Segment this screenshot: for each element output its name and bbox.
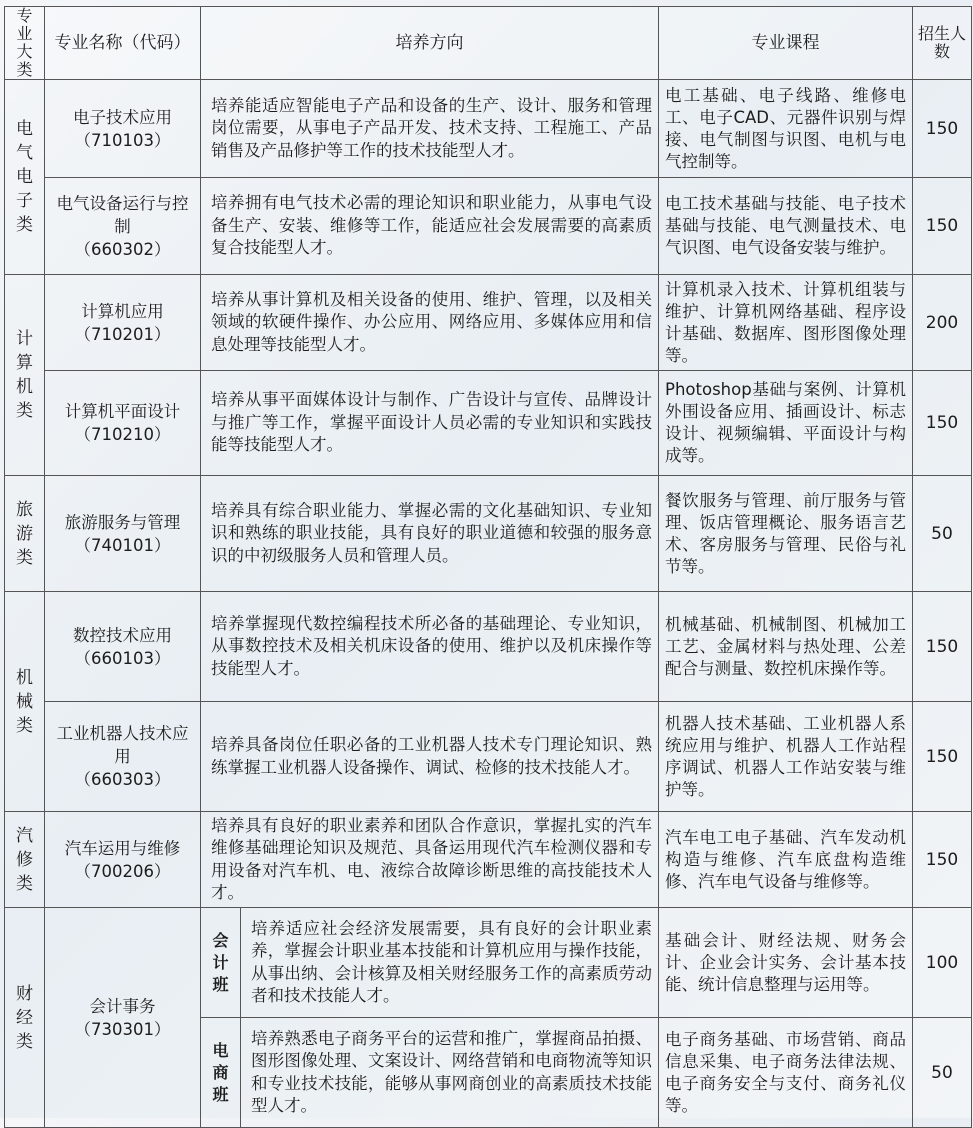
table-row [5, 812, 972, 908]
training-direction: 培养具备岗位任职必备的工业机器人技术专门理论知识、熟练掌握工业机器人设备操作、调试、检修的技术技能人才。 [201, 702, 659, 812]
major-courses: 餐饮服务与管理、前厅服务与管理、饭店管理概论、服务语言艺术、客房服务与管理、民俗与礼节等。 [659, 476, 913, 592]
enrollment-count: 50 [913, 1018, 972, 1128]
enrollment-table [4, 6, 972, 1128]
category-finance: 财经类 [5, 908, 45, 1128]
table-row [5, 371, 972, 476]
subclass-label: 会计班 [201, 908, 241, 1018]
major-code: （710210） [74, 425, 171, 444]
enrollment-count: 200 [913, 275, 972, 371]
major-title: 电气设备运行与控制 [56, 193, 189, 236]
category-electrical: 电气电子类 [5, 80, 45, 275]
enrollment-count: 150 [913, 178, 972, 275]
major-code: （660303） [74, 770, 171, 789]
training-direction: 培养从事平面媒体设计与制作、广告设计与宣传、品牌设计与推广等工作，掌握平面设计人员必需的专业知识和实践技能等技能型人才。 [201, 371, 659, 476]
major-name [45, 702, 201, 812]
major-courses: 电子商务基础、市场营销、商品信息采集、电子商务法律法规、电子商务安全与支付、商务礼仪等。 [659, 1018, 913, 1128]
major-title: 会计事务 [89, 996, 156, 1016]
major-code: （730301） [74, 1019, 171, 1039]
table-row [5, 80, 972, 178]
major-title: 旅游服务与管理 [64, 512, 181, 532]
table-row [5, 908, 972, 1018]
table-row [5, 275, 972, 371]
major-code: （740101） [74, 535, 171, 555]
major-name [45, 812, 201, 908]
training-direction: 培养适应社会经济发展需要，具有良好的会计职业素养，掌握会计职业基本技能和计算机应用与操作技能，从事出纳、会计核算及相关财经服务工作的高素质劳动者和技术技能人才。 [241, 908, 659, 1018]
major-title: 电子技术应用 [73, 107, 172, 127]
enrollment-count: 150 [913, 812, 972, 908]
category-tourism: 旅游类 [5, 476, 45, 592]
training-direction: 培养具有良好的职业素养和团队合作意识，掌握扎实的汽车维修基础理论知识及规范、具备运用现代汽车检测仪器和专用设备对汽车机、电、液综合故障诊断思维的高技能技术人才。 [201, 812, 659, 908]
training-direction: 培养拥有电气技术必需的理论知识和职业能力，从事电气设备生产、安装、维修等工作，能适应社会发展需要的高素质复合技能型人才。 [201, 178, 659, 275]
training-direction: 培养掌握现代数控编程技术所必备的基础理论、专业知识，从事数控技术及相关机床设备的使用、维护以及机床操作等技能型人才。 [201, 592, 659, 702]
table-row [5, 178, 972, 275]
table-row [5, 702, 972, 812]
category-computer: 计算机类 [5, 275, 45, 476]
training-direction: 培养从事计算机及相关设备的使用、维护、管理，以及相关领域的软硬件操作、办公应用、网络应用、多媒体应用和信息处理等技能型人才。 [201, 275, 659, 371]
major-courses: 机器人技术基础、工业机器人系统应用与维护、机器人工作站程序调试、机器人工作站安装与维护等。 [659, 702, 913, 812]
major-code: （660103） [74, 648, 171, 668]
major-title: 计算机平面设计 [64, 402, 181, 421]
major-name [45, 275, 201, 371]
enrollment-count: 50 [913, 476, 972, 592]
major-name [45, 80, 201, 178]
training-direction: 培养熟悉电子商务平台的运营和推广，掌握商品拍摄、图形图像处理、文案设计、网络营销和电商物流等知识和专业技术技能，能够从事网商创业的高素质技术技能型人才。 [241, 1018, 659, 1128]
major-title: 计算机应用 [81, 301, 164, 321]
major-name [45, 592, 201, 702]
major-name [45, 476, 201, 592]
major-title: 工业机器人技术应用 [56, 724, 189, 766]
major-name [45, 908, 201, 1128]
major-code: （710201） [74, 324, 171, 344]
enrollment-count: 100 [913, 908, 972, 1018]
training-direction: 培养能适应智能电子产品和设备的生产、设计、服务和管理岗位需要，从事电子产品开发、技术支持、工程施工、产品销售及产品修护等工作的技术技能型人才。 [201, 80, 659, 178]
header-direction: 培养方向 [201, 7, 659, 80]
category-auto: 汽修类 [5, 812, 45, 908]
major-code: （710103） [74, 130, 171, 150]
table-header-row [5, 7, 972, 80]
training-direction: 培养具有综合职业能力、掌握必需的文化基础知识、专业知识和熟练的职业技能，具有良好的职业道德和较强的服务意识的中初级服务人员和管理人员。 [201, 476, 659, 592]
enrollment-count: 150 [913, 702, 972, 812]
major-title: 数控技术应用 [73, 625, 172, 645]
major-courses: 电工技术基础与技能、电子技术基础与技能、电气测量技术、电气识图、电气设备安装与维护。 [659, 178, 913, 275]
major-name [45, 371, 201, 476]
major-courses: 电工基础、电子线路、维修电工、电子CAD、元器件识别与焊接、电气制图与识图、电机与电气控制等。 [659, 80, 913, 178]
header-enrollment: 招生人数 [913, 7, 972, 80]
header-courses: 专业课程 [659, 7, 913, 80]
major-courses: Photoshop基础与案例、计算机外围设备应用、插画设计、标志设计、视频编辑、平面设计与构成等。 [659, 371, 913, 476]
major-courses: 基础会计、财经法规、财务会计、企业会计实务、会计基本技能、统计信息整理与运用等。 [659, 908, 913, 1018]
table-row [5, 592, 972, 702]
category-mechanical: 机械类 [5, 592, 45, 812]
major-code: （700206） [74, 861, 171, 881]
subclass-label: 电商班 [201, 1018, 241, 1128]
major-courses: 汽车电工电子基础、汽车发动机构造与维修、汽车底盘构造维修、汽车电气设备与维修等。 [659, 812, 913, 908]
table-row [5, 476, 972, 592]
header-name: 专业名称（代码） [45, 7, 201, 80]
enrollment-count: 150 [913, 592, 972, 702]
header-category: 专业大类 [5, 7, 45, 80]
major-title: 汽车运用与维修 [64, 838, 181, 858]
major-courses: 机械基础、机械制图、机械加工工艺、金属材料与热处理、公差配合与测量、数控机床操作等。 [659, 592, 913, 702]
enrollment-count: 150 [913, 80, 972, 178]
enrollment-count: 150 [913, 371, 972, 476]
major-courses: 计算机录入技术、计算机组装与维护、计算机网络基础、程序设计基础、数据库、图形图像处理等。 [659, 275, 913, 371]
major-code: （660302） [74, 239, 171, 259]
major-name [45, 178, 201, 275]
